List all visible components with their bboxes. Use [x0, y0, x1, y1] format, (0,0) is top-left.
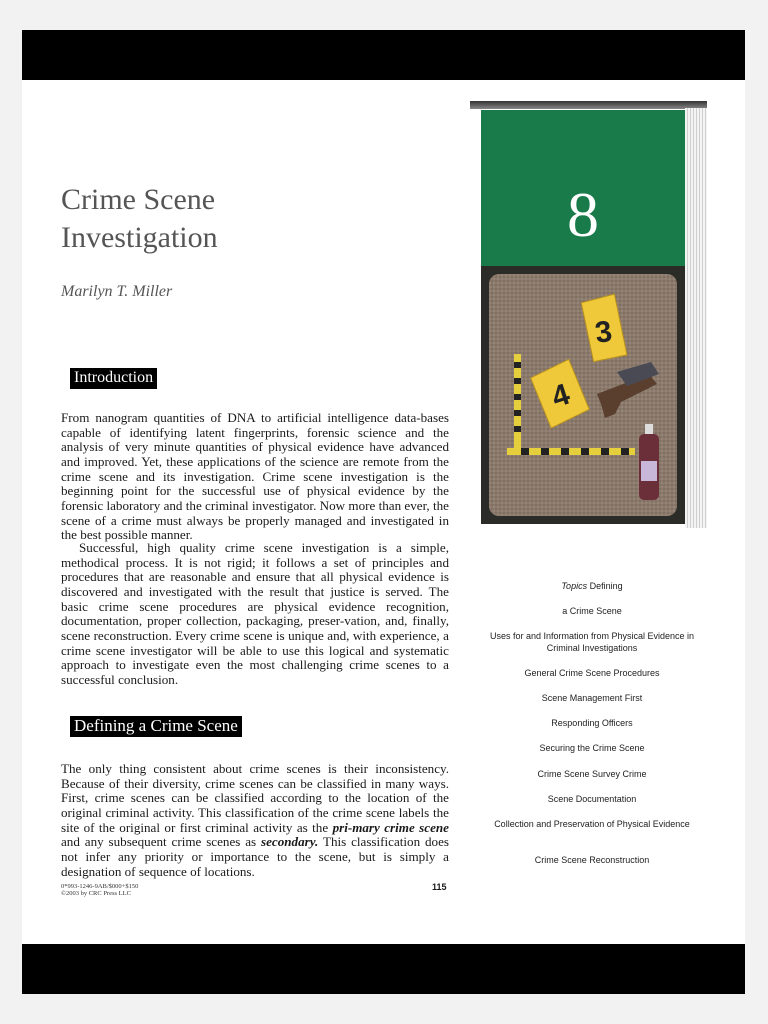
primary-crime-scene-term: pri-mary crime scene [332, 819, 449, 835]
svg-text:3: 3 [593, 314, 615, 350]
topic-item: General Crime Scene Procedures [524, 668, 660, 678]
defining-text-2: and any subsequent crime scenes as [61, 834, 261, 850]
defining-paragraph [61, 762, 449, 879]
bottom-black-bar [22, 944, 745, 994]
ruler-vertical [514, 354, 521, 454]
chapter-panel-top-edge [470, 101, 707, 109]
footer-copyright: ©2003 by CRC Press LLC [61, 890, 131, 897]
section-heading-defining: Defining a Crime Scene [70, 716, 242, 737]
page-number: 115 [432, 882, 447, 892]
chapter-title-line1: Crime Scene [61, 183, 216, 216]
secondary-term: secondary. [260, 834, 319, 850]
top-black-bar [22, 30, 745, 80]
svg-text:4: 4 [547, 377, 574, 415]
topics-heading [478, 580, 706, 592]
crime-scene-photo-illustration [481, 266, 685, 524]
topic-item: Scene Management First [541, 693, 643, 703]
chapter-panel-page-edges [685, 108, 707, 528]
chapter-author: Marilyn T. Miller [61, 283, 173, 300]
copyright-footer [61, 883, 138, 897]
defining-text-1: The only thing consistent about crime scenes is their inconsistency. Because of their diversity, crime scenes can be classified in many ways. First, crime scenes can be classified according to the location of the original criminal activity. This classification of the crime scene labels the site of the original or first criminal activity as the [61, 761, 449, 835]
topic-item: Crime Scene Reconstruction [534, 855, 650, 865]
bottle [639, 424, 659, 500]
topic-item: Collection and Preservation of Physical Evidence [494, 819, 690, 829]
crime-scene-photo [481, 266, 685, 524]
defining-text-3: This classification does not infer any priority or importance to the scene, but is simply a designation of sequence of locations. [61, 834, 449, 879]
footer-isbn: 0*993-1246-9AB/$000+$150 [61, 883, 139, 890]
topics-heading-rest: Defining [587, 581, 623, 591]
intro-paragraph-2: Successful, high quality crime scene investigation is a simple, methodical process. It is not rigid; it follows a set of principles and procedures that are reasonable and ensure that all physical evidence is discovered and investigated with the result that justice is served. The basic crime scene procedures are physical evidence recognition, documentation, proper collection, packaging, preser-vation, and, finally, scene reconstruction. Every crime scene is unique and, with experience, a crime scene investigator will be able to use this logical and systematic approach to investigate even the most challenging crime scenes to a successful conclusion. [61, 540, 449, 687]
topic-item: Crime Scene Survey Crime [537, 769, 647, 779]
topics-heading-label: Topics [561, 581, 588, 591]
chapter-number: 8 [567, 179, 599, 250]
section-heading-introduction: Introduction [70, 368, 157, 389]
chapter-title [61, 181, 218, 257]
chapter-title-line2: Investigation [61, 221, 218, 254]
topic-item: Responding Officers [551, 718, 633, 728]
topic-item: Uses for and Information from Physical Evidence in Criminal Investigations [489, 631, 695, 653]
intro-paragraph-1: From nanogram quantities of DNA to artificial intelligence data-bases capable of identifying latent fingerprints, forensic science and the analysis of very minute quantities of physical evidence have advanced and improved. Yet, these applications of the science are remote from the crime scene and its investigation. Crime scene investigation is the beginning point for the successful use of physical evidence by the forensic laboratory and the criminal investigator. Now more than ever, the scene of a crime must always be properly managed and investigated in the best possible manner. [61, 410, 449, 543]
topic-item: a Crime Scene [562, 606, 622, 616]
topic-item: Scene Documentation [547, 794, 637, 804]
topic-item: Securing the Crime Scene [539, 743, 645, 753]
